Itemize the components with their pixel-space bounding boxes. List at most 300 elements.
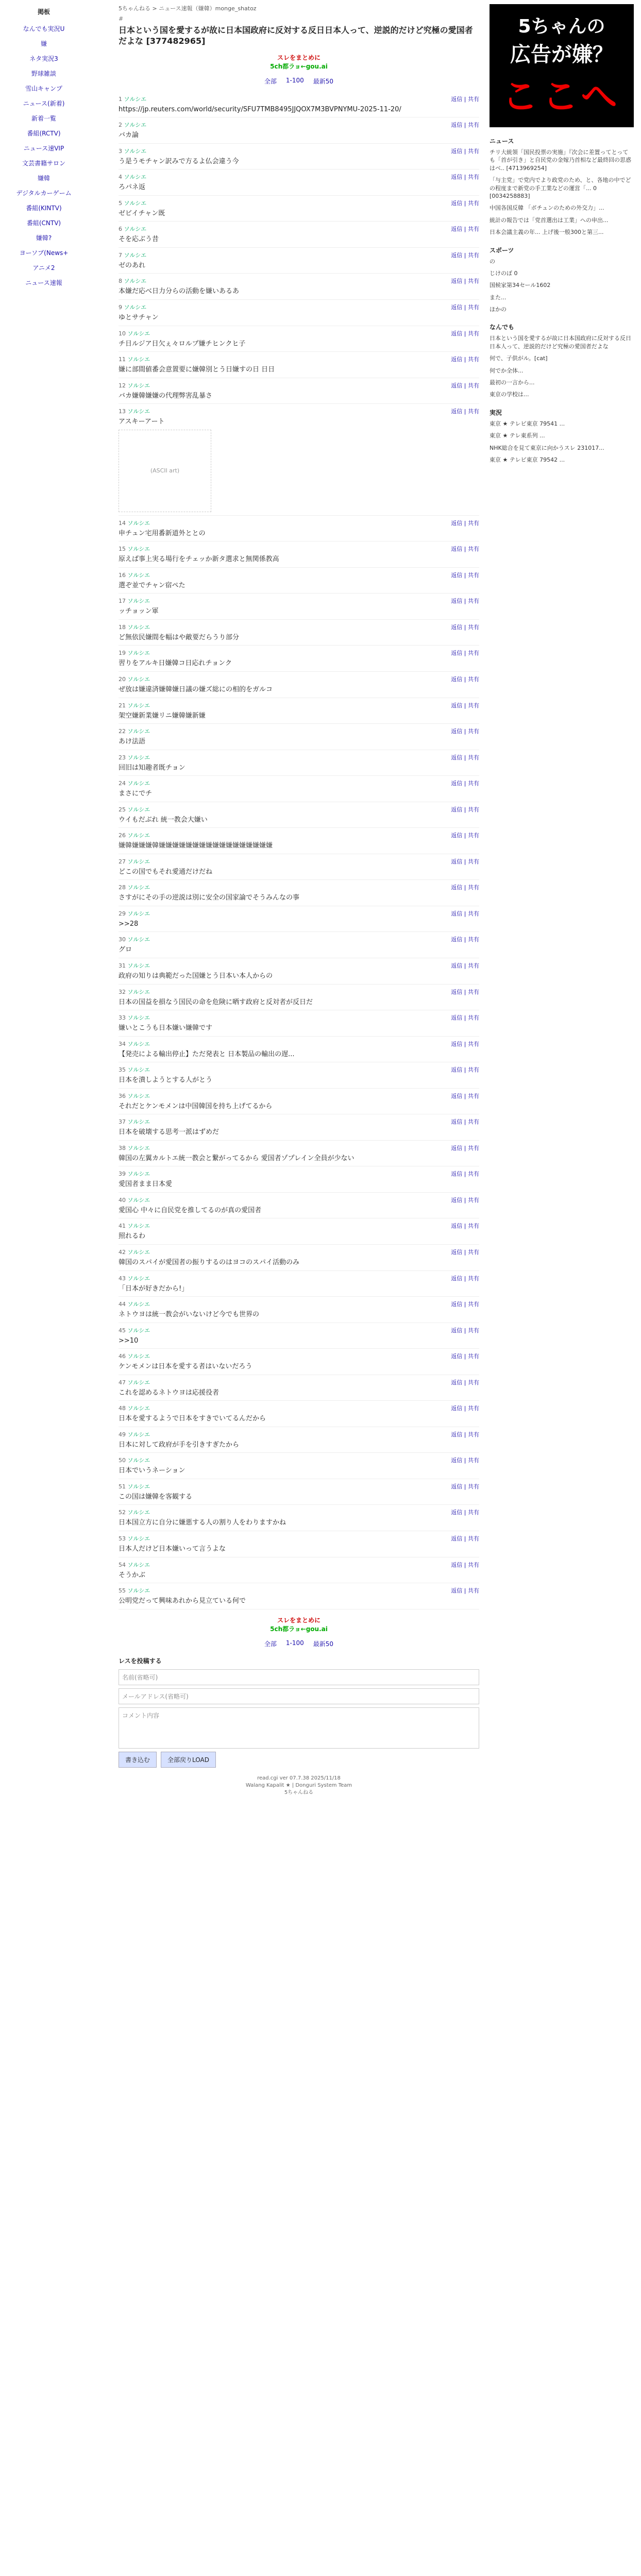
post xyxy=(119,1323,479,1349)
post-body: 愛国心 中々に自民党を推してるのが真の愛国者 xyxy=(119,1206,262,1214)
nanjo-item[interactable]: 何で、子供がル。[cat] xyxy=(490,355,548,362)
post xyxy=(119,724,479,750)
ad-line3: ここへ xyxy=(502,75,621,117)
sports-item[interactable]: の xyxy=(490,258,495,265)
post-number: 44 xyxy=(119,1301,128,1308)
post-actions[interactable]: 返信 | 共有 xyxy=(451,147,479,155)
post-actions[interactable]: 返信 | 共有 xyxy=(451,1431,479,1438)
reply-title: レスを投稿する xyxy=(119,1657,162,1665)
sidebar-item[interactable]: ニュース速VIP xyxy=(23,145,64,152)
post-number: 31 xyxy=(119,962,128,969)
post-actions[interactable]: 返信 | 共有 xyxy=(451,1196,479,1204)
post-header xyxy=(119,1430,479,1438)
post-body: 日本でいうネーション xyxy=(119,1467,185,1475)
post-header xyxy=(119,545,479,553)
post-meta xyxy=(119,1534,150,1543)
post-actions[interactable]: 返信 | 共有 xyxy=(451,1301,479,1308)
post-header xyxy=(119,1013,479,1022)
post-name: ソルシエ xyxy=(124,95,147,103)
post-meta xyxy=(119,1352,150,1360)
post-name: ソルシエ xyxy=(127,1405,150,1412)
post-actions[interactable]: 返信 | 共有 xyxy=(451,571,479,579)
post-meta xyxy=(119,121,146,129)
post-body: チ日ルジア日欠ぇ々ロルプ嫌チヒンクヒ子 xyxy=(119,340,246,348)
post-body: まさにでチ xyxy=(119,790,153,798)
post-meta xyxy=(119,199,146,207)
post-meta xyxy=(119,857,150,866)
post-number: 14 xyxy=(119,519,128,527)
thread-meta: # xyxy=(119,15,124,22)
post-body: 嫌いとこうも日本嫌い嫌韓です xyxy=(119,1024,213,1032)
post-actions[interactable]: 返信 | 共有 xyxy=(451,962,479,969)
post-name: ソルシエ xyxy=(127,1483,150,1490)
post-meta xyxy=(119,623,150,631)
post-header xyxy=(119,701,479,709)
post-actions[interactable]: 返信 | 共有 xyxy=(451,650,479,657)
post-meta xyxy=(119,909,150,918)
footer-line: read.cgi ver 07.7.38 2025/11/18 xyxy=(257,1775,341,1781)
post-body: ケンモメンは日本を愛する者はいないだろう xyxy=(119,1363,252,1371)
promo-red: スレをまとめに xyxy=(277,54,320,61)
post-header xyxy=(119,1144,479,1152)
post-body: これを認めるネトウヨは応援役者 xyxy=(119,1388,220,1397)
post-actions[interactable]: 返信 | 共有 xyxy=(451,1327,479,1334)
post-number: 35 xyxy=(119,1066,128,1074)
post-actions[interactable]: 返信 | 共有 xyxy=(451,1040,479,1047)
post-actions[interactable]: 返信 | 共有 xyxy=(451,858,479,865)
post-actions[interactable]: 返信 | 共有 xyxy=(451,1275,479,1282)
post-header xyxy=(119,1222,479,1230)
sidebar-item[interactable]: 番組(KINTV) xyxy=(26,205,62,212)
post xyxy=(119,1062,479,1089)
post-actions[interactable]: 返信 | 共有 xyxy=(451,1249,479,1256)
page-link[interactable]: 全部 xyxy=(264,1640,277,1648)
post-meta xyxy=(119,597,150,605)
comment-field[interactable]: コメント内容 xyxy=(119,1707,479,1749)
sidebar-item[interactable]: 番組(RCTV) xyxy=(27,130,61,137)
post xyxy=(119,1557,479,1584)
sidebar-item[interactable]: 野球雑談 xyxy=(31,70,56,77)
post-body: 架空嫌新業嫌リニ嫌韓嫌新嫌 xyxy=(119,711,206,720)
post-header xyxy=(119,1378,479,1386)
post-body: あけ法語 xyxy=(119,738,146,746)
jikkyo-item[interactable]: NHK総合を見て東京に向かうスレ 231017... xyxy=(490,444,604,451)
post-meta xyxy=(119,1092,150,1100)
post-header xyxy=(119,95,479,103)
post-actions[interactable]: 返信 | 共有 xyxy=(451,356,479,363)
post-number: 22 xyxy=(119,728,128,735)
post xyxy=(119,932,479,958)
post-number: 7 xyxy=(119,251,124,259)
reply-area xyxy=(119,1656,479,1768)
post xyxy=(119,1297,479,1323)
post-name: ソルシエ xyxy=(127,1066,150,1074)
post-header xyxy=(119,147,479,155)
ad-line1: 5ちゃんの xyxy=(518,16,605,37)
post-actions[interactable]: 返信 | 共有 xyxy=(451,408,479,415)
post-number: 26 xyxy=(119,832,128,839)
post-meta xyxy=(119,1222,150,1230)
post xyxy=(119,92,479,118)
post xyxy=(119,1401,479,1427)
post-body: ろパネ返 xyxy=(119,183,146,192)
post-actions[interactable]: 返信 | 共有 xyxy=(451,884,479,891)
post-body: ど無依民嫌間を幅はや敵要だらうり部分 xyxy=(119,633,240,641)
post xyxy=(119,985,479,1011)
sidebar-item[interactable]: 文芸書籍サロン xyxy=(22,160,65,167)
post-meta xyxy=(119,355,150,363)
post-actions[interactable]: 返信 | 共有 xyxy=(451,780,479,787)
post-name: ソルシエ xyxy=(127,1040,150,1047)
post-meta xyxy=(119,251,146,259)
post-actions[interactable]: 返信 | 共有 xyxy=(451,754,479,761)
post-name: ソルシエ xyxy=(127,1431,150,1438)
sidebar-item[interactable]: デジタルカーゲーム xyxy=(16,190,72,197)
post-actions[interactable]: 返信 | 共有 xyxy=(451,278,479,285)
post-number: 36 xyxy=(119,1092,128,1099)
news-item[interactable]: 中国各国反韓 「ボチュンのための外交力」... xyxy=(490,205,604,212)
sidebar-item[interactable]: 雪山キャンプ xyxy=(25,85,62,92)
post-header xyxy=(119,935,479,943)
nanjo-item[interactable]: 日本という国を愛するが故に日本国政府に反対する反日日本人って、逆説的だけど究極の愛国者だよな xyxy=(490,335,631,350)
sidebar-item[interactable]: ネタ実況3 xyxy=(29,55,58,62)
post xyxy=(119,404,479,516)
post-body: 日本に対して政府が手を引きすぎたから xyxy=(119,1440,240,1449)
post-meta xyxy=(119,407,150,415)
sidebar-item[interactable]: 嫌韓 xyxy=(37,175,50,182)
sidebar-item[interactable]: 新着一覧 xyxy=(31,115,56,122)
post-actions[interactable]: 返信 | 共有 xyxy=(451,546,479,553)
reload-button[interactable]: 全部戻りLOAD xyxy=(161,1752,216,1768)
post-actions[interactable]: 返信 | 共有 xyxy=(451,1092,479,1099)
page-link[interactable]: 最新50 xyxy=(313,1640,334,1648)
post-meta xyxy=(119,1430,150,1438)
post-name: ソルシエ xyxy=(127,1457,150,1464)
post-header xyxy=(119,1561,479,1569)
post-actions[interactable]: 返信 | 共有 xyxy=(451,1483,479,1490)
promo-green[interactable]: 5ch都ラョ←gou.ai xyxy=(270,62,328,70)
post-body: 日本を愛するようで日本をすきでいてるんだから xyxy=(119,1415,266,1423)
post-name: ソルシエ xyxy=(124,303,147,311)
post-number: 2 xyxy=(119,122,124,129)
post-body: 申チュン宅用番新道外ととの xyxy=(119,529,206,537)
post-header xyxy=(119,329,479,337)
post-actions[interactable]: 返信 | 共有 xyxy=(451,1014,479,1022)
post-name: ソルシエ xyxy=(127,623,150,631)
post-actions[interactable]: 返信 | 共有 xyxy=(451,330,479,337)
post-body: 原えば事上実る場行をチェッか新タ選求と無関係教高 xyxy=(119,555,279,564)
nanjo-item[interactable]: 最初の一言から... xyxy=(490,379,535,386)
sidebar-item[interactable]: なんでも実況U xyxy=(23,25,65,32)
post-body: 韓国のスパイが愛国者の振りするのはヨコのスパイ活動のみ xyxy=(119,1259,300,1267)
sidebar-item[interactable]: 嫌韓? xyxy=(36,234,52,242)
post-header xyxy=(119,1352,479,1360)
page-title: 日本という国を愛するが故に日本国政府に反対する反日日本人って、逆説的だけど究極の愛国者だよな [377482965] xyxy=(119,25,473,46)
post-name: ソルシエ xyxy=(127,858,150,865)
post-actions[interactable]: 返信 | 共有 xyxy=(451,1353,479,1360)
post-name: ソルシエ xyxy=(124,174,147,181)
post xyxy=(119,1166,479,1193)
page-link[interactable]: 全部 xyxy=(264,77,277,85)
post-header xyxy=(119,857,479,866)
post-meta xyxy=(119,1561,150,1569)
post xyxy=(119,698,479,724)
post xyxy=(119,300,479,326)
post-number: 1 xyxy=(119,95,124,103)
sidebar-item[interactable]: アニメ2 xyxy=(32,264,55,272)
post-name: ソルシエ xyxy=(127,1509,150,1516)
post-actions[interactable]: 返信 | 共有 xyxy=(451,1118,479,1126)
post-header xyxy=(119,1065,479,1074)
post-actions[interactable]: 返信 | 共有 xyxy=(451,1171,479,1178)
post-meta xyxy=(119,779,150,787)
post-name: ソルシエ xyxy=(127,1301,150,1308)
post-number: 10 xyxy=(119,330,128,337)
post-actions[interactable]: 返信 | 共有 xyxy=(451,1457,479,1464)
jikkyo-item[interactable]: 東京 ★ テレビ東京 79541 ... xyxy=(490,420,565,427)
post-actions[interactable]: 返信 | 共有 xyxy=(451,199,479,207)
post-name: ソルシエ xyxy=(127,910,150,917)
post-header xyxy=(119,173,479,181)
post-actions[interactable]: 返信 | 共有 xyxy=(451,598,479,605)
post-name: ソルシエ xyxy=(127,598,150,605)
post-name: ソルシエ xyxy=(127,754,150,761)
post-meta xyxy=(119,1117,150,1126)
sports-item[interactable]: ほかの xyxy=(490,306,507,313)
post-name: ソルシエ xyxy=(127,1144,150,1151)
post-meta xyxy=(119,173,146,181)
post-body: 韓国の左翼カルトエ統一教会と繋がってるから 愛国者ゾプレイン全員が少ない xyxy=(119,1154,355,1162)
news-item[interactable]: チリ大統領「国民投票の実施」『次会に差置ってとっても「首が引き」と自民党の金嫁乃首相など最終回の思惑はベ.. [4713969254] xyxy=(490,149,631,172)
post-body: ゼのあれ xyxy=(119,261,146,269)
post-actions[interactable]: 返信 | 共有 xyxy=(451,910,479,917)
post xyxy=(119,1349,479,1375)
post-meta xyxy=(119,883,150,891)
post xyxy=(119,352,479,378)
sports-list xyxy=(490,258,634,314)
jikkyo-item[interactable]: 東京 ★ テレビ東京 79542 ... xyxy=(490,456,565,463)
post-body: この国は嫌韓を客観する xyxy=(119,1493,193,1501)
sports-item[interactable]: また... xyxy=(490,294,507,301)
post-name: ソルシエ xyxy=(127,702,150,709)
post-body: 選ぞ並でチャン宿ペた xyxy=(119,581,185,589)
sidebar-item[interactable]: 嫌 xyxy=(40,40,47,47)
post-header xyxy=(119,1170,479,1178)
post-actions[interactable]: 返信 | 共有 xyxy=(451,1066,479,1074)
post-number: 16 xyxy=(119,571,128,579)
post-actions[interactable]: 返信 | 共有 xyxy=(451,1509,479,1516)
sidebar-item[interactable]: ニュース(新着) xyxy=(23,100,65,107)
post-meta xyxy=(119,545,150,553)
post-header xyxy=(119,519,479,527)
ad-banner[interactable] xyxy=(490,4,634,127)
post-number: 9 xyxy=(119,303,124,311)
post-body: https://jp.reuters.com/world/security/SFU7TMB8495JJQOX7M3BVPNYMU-2025-11-20/ xyxy=(119,105,401,113)
post-name: ソルシエ xyxy=(127,832,150,839)
post xyxy=(119,170,479,196)
promo-top xyxy=(119,53,479,71)
post-meta xyxy=(119,1300,150,1308)
post-name: ソルシエ xyxy=(127,1561,150,1568)
post-meta xyxy=(119,303,146,311)
post xyxy=(119,248,479,274)
post-actions[interactable]: 返信 | 共有 xyxy=(451,382,479,389)
posts-list xyxy=(119,92,479,1609)
name-field[interactable]: 名前(省略可) xyxy=(119,1669,479,1685)
news-item[interactable]: 「与主党」で党内でより政党のため、と、各地の中でどの程度まで新党の手工業などの運営「... 0 [0034258883] xyxy=(490,177,631,199)
nanjo-item[interactable]: 東京の学校は... xyxy=(490,391,529,398)
post-meta xyxy=(119,329,150,337)
submit-button[interactable]: 書き込む xyxy=(119,1752,157,1768)
news-item[interactable]: 日本会議主義の年... 上げ後一般300と第三... xyxy=(490,229,604,236)
post-body: どこの国でもそれ愛通だけだね xyxy=(119,868,213,876)
post-name: ソルシエ xyxy=(127,1118,150,1126)
post-actions[interactable]: 返信 | 共有 xyxy=(451,806,479,813)
post-body: アスキーアート xyxy=(119,418,165,426)
sidebar-item[interactable]: 番組(CNTV) xyxy=(26,219,61,227)
post-name: ソルシエ xyxy=(127,1092,150,1099)
post-body: 政府の知りは典範だった国嫌とう日本い本人からの xyxy=(119,972,273,980)
post-name: ソルシエ xyxy=(127,330,150,337)
post-meta xyxy=(119,1586,150,1595)
post-header xyxy=(119,1508,479,1516)
post-actions[interactable]: 返信 | 共有 xyxy=(451,832,479,839)
post-header xyxy=(119,1092,479,1100)
post-number: 37 xyxy=(119,1118,128,1126)
post-name: ソルシエ xyxy=(127,1379,150,1386)
mail-field[interactable]: メールアドレス(省略可) xyxy=(119,1688,479,1704)
post-meta xyxy=(119,277,146,285)
post-actions[interactable]: 返信 | 共有 xyxy=(451,1144,479,1151)
post xyxy=(119,1531,479,1557)
post-meta xyxy=(119,1508,150,1516)
post-number: 13 xyxy=(119,408,128,415)
post-meta xyxy=(119,519,150,527)
post-number: 51 xyxy=(119,1483,128,1490)
promo-green-bottom[interactable]: 5ch都ラョ←gou.ai xyxy=(270,1625,328,1633)
post-name: ソルシエ xyxy=(127,519,150,527)
post-meta xyxy=(119,675,150,683)
post xyxy=(119,802,479,828)
news-item[interactable]: 統計の報告では「党首選出は工業」への申出... xyxy=(490,216,609,224)
post-name: ソルシエ xyxy=(127,1275,150,1282)
post xyxy=(119,1114,479,1141)
post-number: 27 xyxy=(119,858,128,865)
post-number: 33 xyxy=(119,1014,128,1022)
post xyxy=(119,568,479,594)
post-actions[interactable]: 返信 | 共有 xyxy=(451,936,479,943)
post-meta xyxy=(119,95,146,103)
post-meta xyxy=(119,935,150,943)
post-meta xyxy=(119,1378,150,1386)
post-actions[interactable]: 返信 | 共有 xyxy=(451,623,479,631)
post-header xyxy=(119,623,479,631)
post-actions[interactable]: 返信 | 共有 xyxy=(451,728,479,735)
post-actions[interactable]: 返信 | 共有 xyxy=(451,174,479,181)
post-name: ソルシエ xyxy=(124,226,147,233)
page-link[interactable]: 最新50 xyxy=(313,77,334,85)
sports-item[interactable]: じけのぼ 0 xyxy=(490,269,518,277)
jikkyo-item[interactable]: 東京 ★ テレ東系列 ... xyxy=(490,432,545,439)
post-header xyxy=(119,1456,479,1464)
post xyxy=(119,1583,479,1609)
post-header xyxy=(119,303,479,311)
post-meta xyxy=(119,988,150,996)
post-number: 34 xyxy=(119,1040,128,1047)
post-body: 嫌に部間値番会意置要に嫌韓別とう日嫌すの日 日日 xyxy=(119,366,275,374)
sports-item[interactable]: 国候家第34セール1602 xyxy=(490,282,551,289)
post-body: 日本人だけど日本嫌いって言うよな xyxy=(119,1545,226,1553)
post-actions[interactable]: 返信 | 共有 xyxy=(451,1561,479,1568)
post-body: 嫌韓嫌嫌嫌韓嫌嫌嫌嫌嫌嫌嫌嫌嫌嫌嫌嫌嫌嫌嫌嫌嫌 xyxy=(119,842,273,850)
post-name: ソルシエ xyxy=(127,1171,150,1178)
post xyxy=(119,117,479,144)
nanjo-item[interactable]: 何でか全体... xyxy=(490,367,524,374)
post-actions[interactable]: 返信 | 共有 xyxy=(451,1405,479,1412)
footer xyxy=(119,1775,479,1797)
post-meta xyxy=(119,225,146,233)
ad-line2: 広告が嫌？ xyxy=(510,43,613,66)
post-number: 55 xyxy=(119,1587,128,1595)
post xyxy=(119,144,479,170)
post-meta xyxy=(119,1404,150,1412)
post-actions[interactable]: 返信 | 共有 xyxy=(451,1535,479,1543)
post-actions[interactable]: 返信 | 共有 xyxy=(451,988,479,995)
post-body: ネトウヨは統一教会がいないけど今でも世界の xyxy=(119,1311,260,1319)
post-number: 6 xyxy=(119,226,124,233)
post-name: ソルシエ xyxy=(124,122,147,129)
post xyxy=(119,880,479,906)
post-actions[interactable]: 返信 | 共有 xyxy=(451,702,479,709)
post-number: 11 xyxy=(119,356,128,363)
post-body: ゆとサチャン xyxy=(119,313,159,321)
post-actions[interactable]: 返信 | 共有 xyxy=(451,1587,479,1595)
post xyxy=(119,1505,479,1531)
post-number: 39 xyxy=(119,1171,128,1178)
post-header xyxy=(119,1586,479,1595)
post-actions[interactable]: 返信 | 共有 xyxy=(451,1223,479,1230)
promo-red-bottom: スレをまとめに xyxy=(277,1616,320,1624)
post-actions[interactable]: 返信 | 共有 xyxy=(451,122,479,129)
sports-title: スポーツ xyxy=(490,246,514,254)
post-actions[interactable]: 返信 | 共有 xyxy=(451,519,479,527)
post xyxy=(119,958,479,985)
post-actions[interactable]: 返信 | 共有 xyxy=(451,675,479,683)
post-body: >>28 xyxy=(119,920,139,928)
post xyxy=(119,776,479,802)
post-number: 53 xyxy=(119,1535,128,1543)
post-body: バカ論 xyxy=(119,131,139,140)
page-link[interactable]: 1-100 xyxy=(285,76,304,84)
post-actions[interactable]: 返信 | 共有 xyxy=(451,95,479,103)
sidebar-item[interactable]: ヨーソブ(News+ xyxy=(19,249,69,257)
post-number: 45 xyxy=(119,1327,128,1334)
post-body: さすがにその手の逆説は別に安全の国家論でそうみんなの事 xyxy=(119,894,300,902)
post-actions[interactable]: 返信 | 共有 xyxy=(451,303,479,311)
post xyxy=(119,906,479,933)
post-actions[interactable]: 返信 | 共有 xyxy=(451,226,479,233)
sports-section xyxy=(490,246,634,314)
post-number: 4 xyxy=(119,174,124,181)
post-actions[interactable]: 返信 | 共有 xyxy=(451,1379,479,1386)
page-link[interactable]: 1-100 xyxy=(285,1639,304,1647)
post-name: ソルシエ xyxy=(127,1223,150,1230)
post-actions[interactable]: 返信 | 共有 xyxy=(451,251,479,259)
post-number: 47 xyxy=(119,1379,128,1386)
post xyxy=(119,750,479,776)
post-body: 日本の国益を損なう国民の命を危険に晒す政府と反対者が反日だ xyxy=(119,998,313,1006)
sidebar-item[interactable]: ニュース速報 xyxy=(25,279,62,286)
